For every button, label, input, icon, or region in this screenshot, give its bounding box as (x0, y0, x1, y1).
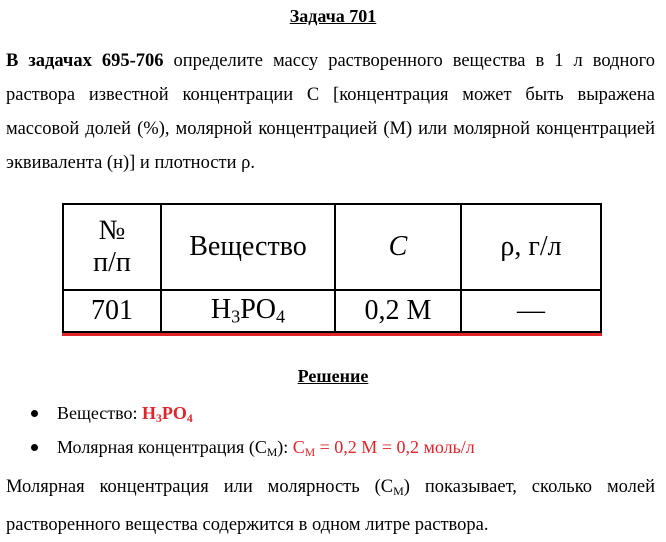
cell-number: 701 (63, 290, 161, 332)
cell-concentration: 0,2 M (335, 290, 461, 332)
table-row (63, 290, 601, 332)
header-number: № п/п (63, 204, 161, 290)
header-density: ρ, г/л (461, 204, 601, 290)
list-item: Вещество: $H_3PO_4$ (0, 396, 475, 430)
solution-bullet-list (0, 396, 475, 464)
problem-statement-text: определите массу растворенного вещества в 1 л водного раствора известной концентрации C [концентрация может быть выражена массовой долей (%), молярной концентрацией (М) или молярной концентрацией эквивалента (н)] и плотности ρ. (6, 51, 655, 173)
molarity-explanation: Молярная концентрация или молярность $(C_M)$ показывает, сколько молей растворенного вещества содержится в одном литре раствора. (6, 477, 655, 535)
header-concentration: C (335, 204, 461, 290)
cell-density: — (461, 290, 601, 332)
list-item: Молярная концентрация $(C_M)$: $C_M = 0,2$ M = 0,2 моль/л (0, 430, 475, 464)
problem-range-label: В задачах 695-706 (6, 51, 164, 71)
cell-substance: $H_3PO_4$ (161, 290, 335, 332)
table-header-row (63, 204, 601, 290)
problem-title: Задача 701 (289, 6, 377, 26)
header-substance: Вещество (161, 204, 335, 290)
table-bottom-accent-line (62, 333, 602, 336)
problem-statement (6, 44, 655, 180)
problem-data-table (62, 203, 602, 333)
solution-heading: Решение (297, 366, 369, 386)
